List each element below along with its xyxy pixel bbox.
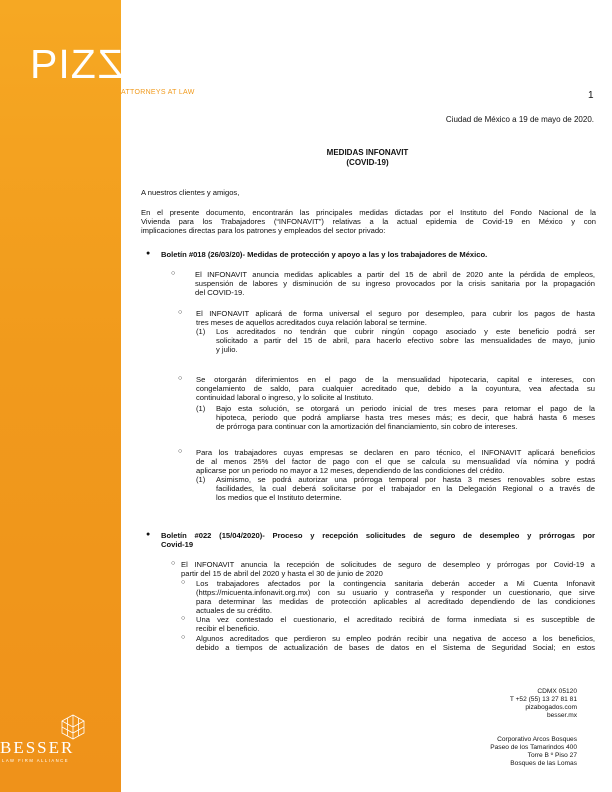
circle-bullet-icon: ○ [181,634,186,641]
s1-p2-line-1: El INFONAVIT aplicará de forma universal el seguro por desempleo, para cubrir los pagos de hasta [196,309,595,318]
piza-logo [30,41,164,87]
intro-line-3: implicaciones directas para los patrones y empleados del sector privado: [141,226,386,235]
s1-p4-num: (1) [196,475,206,484]
s1-p3-n-line-3: de prórroga para continuar con la amortización del financiamiento, sin cobro de intereses. [216,422,518,431]
logo-left-text: PIZ [30,41,97,87]
s1-p2-num: (1) [196,327,206,336]
s1-p4-line-3: aplicarse por un periodo no mayor a 12 meses, dependiendo de las condiciones del crédito. [196,466,505,475]
s1-p2-line-2: tres meses de aquellos acreditados cuya relación laboral se termine. [196,318,427,327]
circle-bullet-icon: ○ [178,375,183,382]
s1-p3-n-line-1: Bajo esta solución, se otorgará un periodo inicial de tres meses para retomar el pago de la [216,404,595,413]
footer-address [490,736,577,768]
s1-p1-line-3: del COVID-19. [195,288,245,297]
s1-p2-n-line-2: solicitado a partir del 15 de abril, para hacerlo efectivo sobre las mensualidades de mayo, junio [216,336,595,345]
s1-p4-line-1: Para los trabajadores cuyas empresas se declaren en paro técnico, el INFONAVIT aplicará beneficios [196,448,595,457]
intro-line-1: En el presente documento, encontrarán las principales medidas dictadas por el Instituto del Fondo Nacional de la [141,208,596,217]
section-2-heading-line-1: Boletín #022 (15/04/2020)- Proceso y recepción solicitudes de seguro de desempleo y prórrogas por [161,531,595,540]
circle-bullet-icon: ○ [171,560,176,567]
footer-phone: T +52 (55) 13 27 81 81 [509,696,577,703]
s2-s1-line-3: para determinar las medidas de protección aplicables al acreditado dependiendo de las condiciones [196,597,595,606]
document-title: MEDIDAS INFONAVIT [326,148,409,157]
circle-bullet-icon: ○ [178,309,183,316]
s1-p2-n-line-3: y julio. [216,345,238,354]
intro-line-2: Vivienda para los Trabajadores (“INFONAVIT”) relativas a la actual epidemia de Covid-19 en México y con [141,217,596,226]
circle-bullet-icon: ○ [181,615,186,622]
s1-p4-n-line-1: Asimismo, se podrá autorizar una prórroga temporal por hasta 3 meses renovables sobre estas [216,475,595,484]
s2-p1-line-1: El INFONAVIT anuncia la recepción de solicitudes de seguro de desempleo y prórrogas por Covid-19 a [181,560,595,569]
page-number: 1 [588,90,594,101]
footer-website-besser: besser.mx [546,712,577,719]
bullet-icon: ● [146,250,151,257]
s1-p3-num: (1) [196,404,206,413]
s2-s3-line-2: debido a tiempos de actualización de bases de datos en el Sistema de Seguridad Social; en estos [196,643,595,652]
s1-p4-n-line-3: los medios que el Instituto determine. [216,493,342,502]
section-1-heading: Boletín #018 (26/03/20)- Medidas de protección y apoyo a las y los trabajadores de México. [161,250,488,259]
s1-p3-line-2: congelamiento de saldo, para cualquier acreditado que, debido a la coyuntura, vea afectada su [196,384,595,393]
s1-p4-line-2: de al menos 25% del factor de pago con el que se calcula su mensualidad vía nómina y podrá [196,457,595,466]
s2-s1-line-2: (https://micuenta.infonavit.org.mx) con su usuario y contraseña y responder un cuestionario, que sirve [196,588,595,597]
s2-s1-line-1: Los trabajadores afectados por la contingencia sanitaria deberán acceder a Mi Cuenta Infonavit [196,579,595,588]
s1-p1-line-2: suspensión de labores y disminución de su ingreso provocados por la crisis sanitaria por la propagación [195,279,595,288]
greeting: A nuestros clientes y amigos, [141,188,240,197]
footer-address-line-3: Torre B º Piso 27 [527,752,577,759]
s1-p1-line-1: El INFONAVIT anuncia medidas aplicables a partir del 15 de abril de 2020 ante la pérdida de empleos, [195,270,595,279]
s1-p4-n-line-2: facilidades, la cual deberá solicitarse por el trabajador en la Delegación Regional o a través de [216,484,595,493]
footer-address-line-2: Paseo de los Tamarindos 400 [490,744,577,751]
orange-sidebar [0,0,121,792]
section-2-heading-line-2: Covid-19 [161,540,194,549]
date-line: Ciudad de México a 19 de mayo de 2020. [445,115,594,124]
bullet-icon: ● [146,531,151,538]
circle-bullet-icon: ○ [171,270,176,277]
s2-p1-line-2: partir del 15 de abril del 2020 y hasta el 30 de junio de 2020 [181,569,383,578]
footer-postal: CDMX 05120 [537,688,577,695]
s2-s2-line-1: Una vez contestado el cuestionario, el acreditado recibirá de forma inmediata si es susceptible de [196,615,595,624]
footer-address-line-1: Corporativo Arcos Bosques [497,736,577,743]
footer-website-piza: pizabogados.com [525,704,577,711]
document-subtitle: (COVID-19) [346,158,389,167]
s2-s3-line-1: Algunos acreditados que perdieron su empleo podrán recibir una negativa de acceso a los beneficios, [196,634,595,643]
circle-bullet-icon: ○ [181,579,186,586]
logo-right-mirrored-text: PIZ [96,41,164,87]
besser-cube-icon [60,714,86,740]
circle-bullet-icon: ○ [178,448,183,455]
s2-s2-line-2: recibir el beneficio. [196,624,260,633]
besser-logo-text: BESSER [0,738,75,757]
s1-p3-line-1: Se otorgarán diferimientos en el pago de la mensualidad hipotecaria, capital e intereses, con [196,375,595,384]
footer-address-line-4: Bosques de las Lomas [510,760,577,767]
s1-p3-line-3: continuidad laboral o ingreso, y lo solicite al Instituto. [196,393,374,402]
logo-subtitle: ATTORNEYS AT LAW [121,89,195,96]
s1-p2-n-line-1: Los acreditados no tendrán que cubrir ningún copago asociado y este beneficio podrá ser [216,327,595,336]
s1-p3-n-line-2: hipoteca, periodo que podrá ampliarse hasta tres meses más; es decir, que habrá hasta 6 meses [216,413,595,422]
s2-s1-line-4: actuales de su crédito. [196,606,272,615]
footer-contact [510,688,577,720]
besser-subtitle: LAW FIRM ALLIANCE [2,758,69,763]
